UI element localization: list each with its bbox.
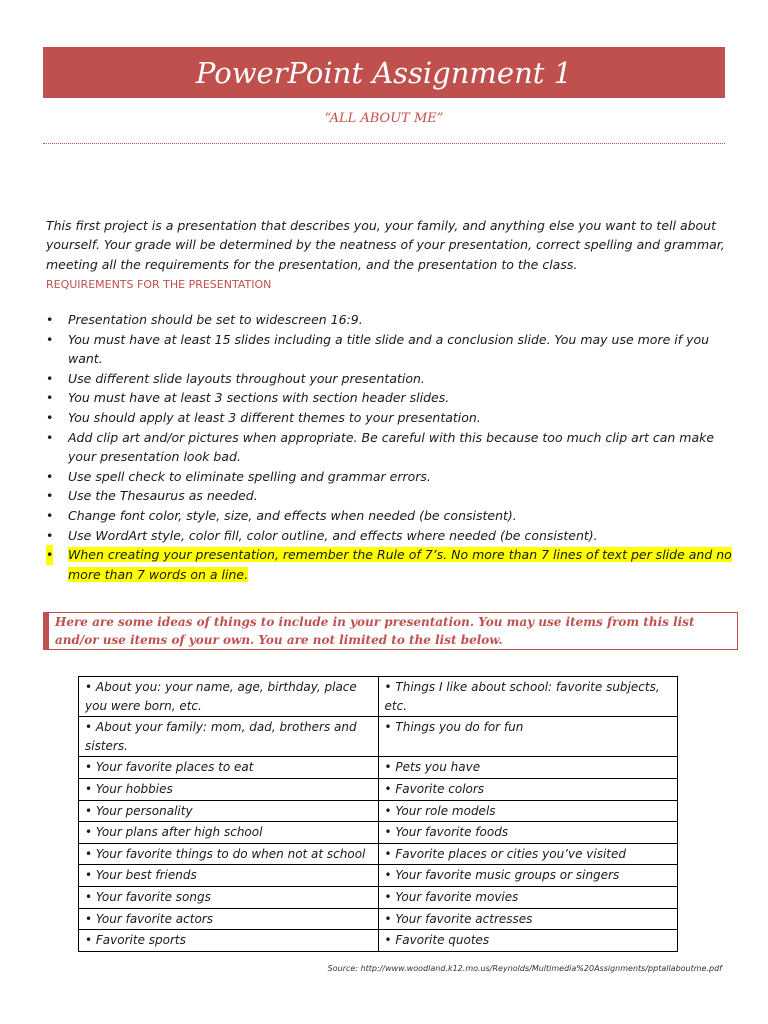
requirements-list	[46, 310, 736, 584]
table-cell: • Your favorite movies	[378, 886, 678, 908]
ideas-callout: Here are some ideas of things to include in your presentation. You may use items from this list and/or use items of your own. You are not limited to the list below.	[43, 612, 738, 650]
requirement-item: • You should apply at least 3 different themes to your presentation.	[46, 408, 736, 428]
table-row	[79, 908, 678, 930]
intro-paragraph: This first project is a presentation that describes you, your family, and anything else you want to tell about yourself. Your grade will be determined by the neatness of your presentation, correct spelling and grammar, meeting all the requirements for the presentation, and the presentation to the class.	[46, 217, 725, 272]
table-cell: • Your plans after high school	[79, 822, 379, 844]
table-row	[79, 886, 678, 908]
table-row	[79, 930, 678, 952]
table-cell: • Your role models	[378, 800, 678, 822]
requirement-item: • Presentation should be set to widescreen 16:9.	[46, 310, 736, 330]
table-cell: • Your favorite actors	[79, 908, 379, 930]
page-subtitle: “ALL ABOUT ME”	[324, 111, 444, 126]
bullet-icon: •	[46, 370, 54, 386]
bullet-icon: •	[46, 390, 54, 406]
table-row	[79, 800, 678, 822]
table-cell: • Your favorite foods	[378, 822, 678, 844]
page-title: PowerPoint Assignment 1	[195, 55, 573, 90]
table-cell: • Your favorite music groups or singers	[378, 865, 678, 887]
requirement-item: • You must have at least 15 slides including a title slide and a conclusion slide. You may use more if you want.	[46, 331, 710, 367]
table-cell: • Favorite quotes	[378, 930, 678, 952]
table-cell: • Pets you have	[378, 757, 678, 779]
requirement-item-highlighted	[46, 545, 736, 584]
bullet-icon: •	[46, 545, 53, 565]
table-row	[79, 865, 678, 887]
title-banner	[43, 47, 725, 98]
requirement-item: • Add clip art and/or pictures when appropriate. Be careful with this because too much clip art can make your presentation look bad.	[46, 429, 715, 465]
table-row	[79, 717, 678, 757]
table-cell: • Favorite places or cities you’ve visited	[378, 843, 678, 865]
requirements-heading: REQUIREMENTS FOR THE PRESENTATION	[46, 278, 272, 291]
bullet-icon: •	[46, 409, 54, 425]
requirement-item: • Use spell check to eliminate spelling and grammar errors.	[46, 467, 736, 487]
divider	[43, 143, 725, 144]
bullet-icon: •	[46, 331, 54, 347]
table-cell: • Your personality	[79, 800, 379, 822]
requirement-item: • Use WordArt style, color fill, color outline, and effects where needed (be consistent).	[46, 526, 736, 546]
bullet-icon: •	[46, 527, 54, 543]
bullet-icon: •	[46, 488, 54, 504]
table-row	[79, 822, 678, 844]
table-row	[79, 843, 678, 865]
table-cell: • Your favorite songs	[79, 886, 379, 908]
table-cell: • Your favorite places to eat	[79, 757, 379, 779]
requirement-item: • You must have at least 3 sections with section header slides.	[46, 388, 736, 408]
table-cell: • Things I like about school: favorite subjects, etc.	[378, 677, 678, 717]
table-row	[79, 757, 678, 779]
table-row	[79, 778, 678, 800]
requirement-item: • Change font color, style, size, and effects when needed (be consistent).	[46, 506, 736, 526]
table-cell: • Favorite colors	[378, 778, 678, 800]
table-cell: • Your favorite things to do when not at school	[79, 843, 379, 865]
table-cell: • Your favorite actresses	[378, 908, 678, 930]
table-cell: • Favorite sports	[79, 930, 379, 952]
table-cell: • About your family: mom, dad, brothers and sisters.	[79, 717, 379, 757]
table-row	[79, 677, 678, 717]
requirement-item: • Use different slide layouts throughout your presentation.	[46, 369, 736, 389]
bullet-icon: •	[46, 429, 54, 445]
bullet-icon: •	[46, 507, 54, 523]
bullet-icon: •	[46, 312, 54, 327]
requirement-item: • Use the Thesaurus as needed.	[46, 486, 736, 506]
table-cell: • About you: your name, age, birthday, place you were born, etc.	[79, 677, 379, 717]
ideas-table	[78, 676, 678, 952]
source-citation: Source: http://www.woodland.k12.mo.us/Reynolds/Multimedia%20Assignments/pptallaboutme.pdf	[327, 964, 722, 973]
table-cell: • Things you do for fun	[378, 717, 678, 757]
highlighted-text: When creating your presentation, remember the Rule of 7’s. No more than 7 lines of text per slide and no more than 7 words on a line.	[68, 547, 732, 582]
table-cell: • Your hobbies	[79, 778, 379, 800]
bullet-icon: •	[46, 468, 54, 484]
table-cell: • Your best friends	[79, 865, 379, 887]
